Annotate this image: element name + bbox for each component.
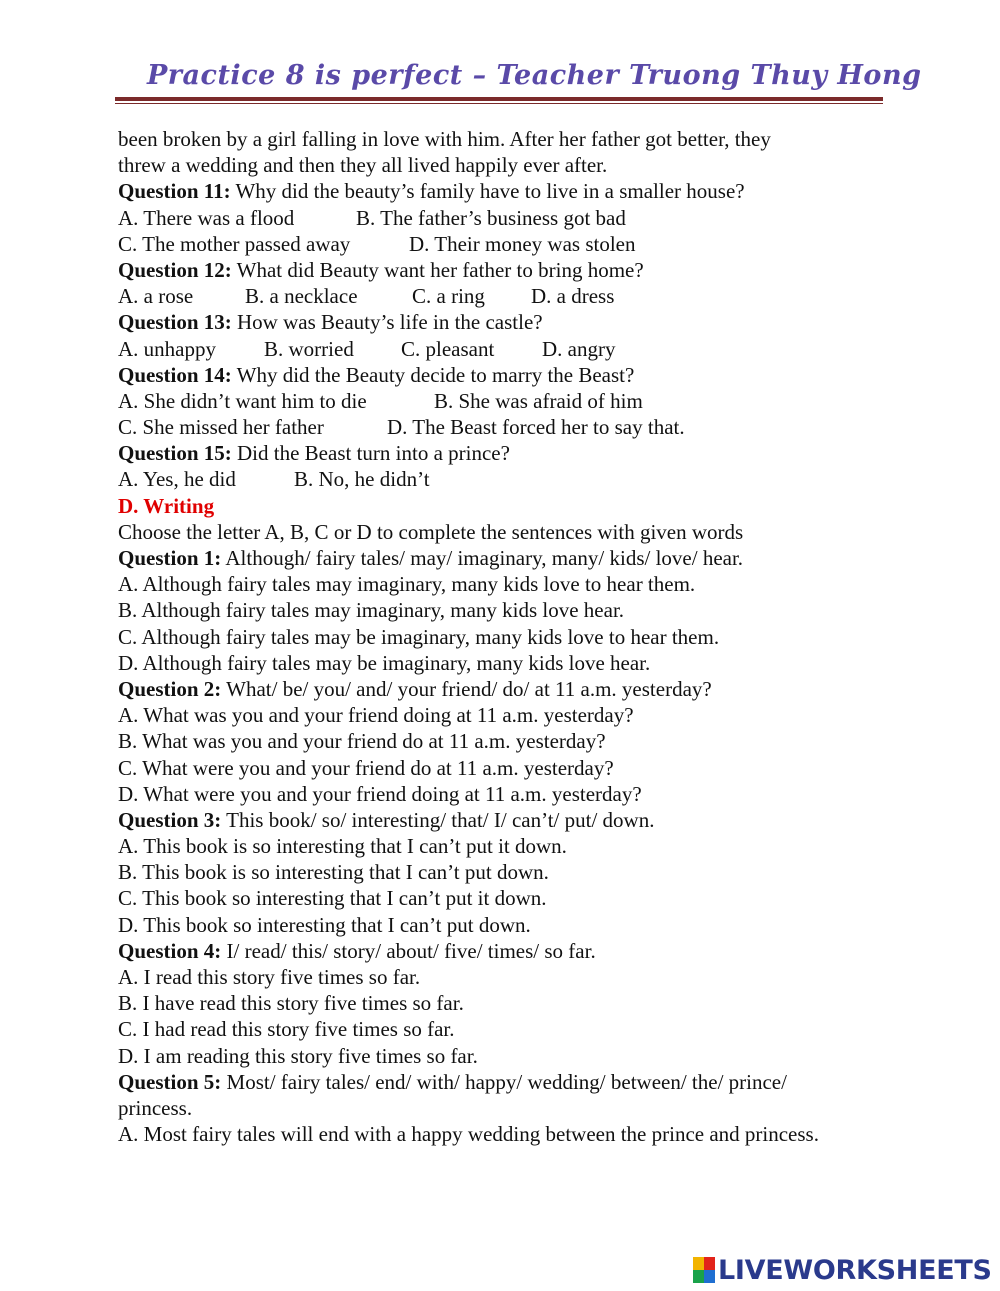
question-text: How was Beauty’s life in the castle?	[231, 310, 543, 335]
option-d[interactable]: D. angry	[542, 336, 616, 361]
section-instruction: Choose the letter A, B, C or D to complete the sentences with given words	[118, 519, 744, 544]
option-d[interactable]: D. This book so interesting that I can’t put down.	[118, 912, 531, 937]
option-d[interactable]: D. Although fairy tales may be imaginary, many kids love hear.	[118, 650, 651, 675]
option-b[interactable]: B. What was you and your friend do at 11 a.m. yesterday?	[118, 729, 606, 754]
question-13	[118, 309, 918, 335]
option-a[interactable]: A. This book is so interesting that I can’t put it down.	[118, 834, 567, 859]
question-label: Question 1:	[118, 546, 222, 570]
logo-mark-icon	[693, 1257, 715, 1283]
option-b[interactable]: B. This book is so interesting that I can’t put down.	[118, 860, 549, 885]
question-label: Question 4:	[118, 938, 222, 963]
option-c[interactable]: C. What were you and your friend do at 11 a.m. yesterday?	[118, 755, 614, 780]
option-d[interactable]: D. a dress	[531, 284, 615, 309]
header-rule	[115, 97, 883, 101]
question-label: Question 13:	[118, 310, 232, 335]
question-prompt: I/ read/ this/ story/ about/ five/ times/ so far.	[221, 938, 596, 963]
option-c[interactable]: C. I had read this story five times so far.	[118, 1017, 455, 1042]
section-heading-writing: D. Writing	[118, 493, 215, 518]
question-text: Why did the Beauty decide to marry the Beast?	[231, 362, 635, 387]
passage-line: threw a wedding and then they all lived happily ever after.	[118, 153, 608, 178]
option-d[interactable]: D. I am reading this story five times so far.	[118, 1043, 478, 1068]
option-c[interactable]: C. This book so interesting that I can’t put it down.	[118, 886, 547, 911]
option-a[interactable]: A. What was you and your friend doing at 11 a.m. yesterday?	[118, 703, 634, 728]
header-title: Practice 8 is perfect – Teacher Truong Thuy Hong	[147, 60, 922, 91]
option-b[interactable]: B. I have read this story five times so far.	[118, 991, 464, 1016]
writing-question-3	[118, 807, 918, 833]
option-c[interactable]: C. Although fairy tales may be imaginary, many kids love to hear them.	[118, 624, 720, 649]
question-label: Question 14:	[118, 362, 232, 387]
option-a[interactable]: A. I read this story five times so far.	[118, 965, 421, 989]
option-c[interactable]: C. a ring	[412, 284, 485, 309]
option-b[interactable]: B. No, he didn’t	[294, 467, 430, 492]
question-label: Question 5:	[118, 1069, 222, 1094]
option-b[interactable]: B. worried	[264, 336, 354, 361]
option-a[interactable]: A. Most fairy tales will end with a happy wedding between the prince and princess.	[118, 1122, 819, 1147]
question-14	[118, 362, 918, 388]
logo-text: LIVEWORKSHEETS	[718, 1254, 992, 1286]
question-15	[118, 440, 918, 466]
question-prompt: This book/ so/ interesting/ that/ I/ can’t/ put/ down.	[221, 807, 655, 832]
option-a[interactable]: A. a rose	[118, 284, 194, 309]
worksheet-content	[118, 126, 918, 1147]
options-row	[118, 466, 918, 492]
question-text: Why did the beauty’s family have to live in a smaller house?	[230, 179, 745, 204]
passage-line: been broken by a girl falling in love with him. After her father got better, they	[118, 127, 771, 151]
option-c[interactable]: C. The mother passed away	[118, 231, 351, 256]
option-b[interactable]: B. She was afraid of him	[434, 388, 643, 413]
option-a[interactable]: A. There was a flood	[118, 205, 295, 230]
options-row	[118, 388, 918, 414]
options-row	[118, 205, 918, 231]
option-d[interactable]: D. Their money was stolen	[409, 231, 636, 256]
question-label: Question 11:	[118, 179, 231, 204]
liveworksheets-logo	[693, 1254, 992, 1286]
question-label: Question 2:	[118, 676, 222, 701]
writing-question-2	[118, 676, 918, 702]
options-row	[118, 414, 918, 440]
option-d[interactable]: D. What were you and your friend doing at 11 a.m. yesterday?	[118, 781, 642, 806]
option-a[interactable]: A. Although fairy tales may imaginary, many kids love to hear them.	[118, 572, 696, 597]
option-a[interactable]: A. Yes, he did	[118, 467, 236, 492]
question-text: Did the Beast turn into a prince?	[231, 441, 510, 466]
option-c[interactable]: C. She missed her father	[118, 415, 324, 440]
question-prompt: Although/ fairy tales/ may/ imaginary, many/ kids/ love/ hear.	[221, 546, 744, 570]
header-rule-thin	[115, 103, 883, 104]
question-prompt: Most/ fairy tales/ end/ with/ happy/ wedding/ between/ the/ prince/	[221, 1069, 787, 1094]
options-row	[118, 231, 918, 257]
option-c[interactable]: C. pleasant	[401, 336, 495, 361]
options-row	[118, 336, 918, 362]
question-prompt-continued: princess.	[118, 1095, 193, 1120]
writing-question-1	[118, 545, 918, 571]
writing-question-5	[118, 1069, 918, 1095]
question-label: Question 15:	[118, 441, 232, 466]
question-text: What did Beauty want her father to bring home?	[231, 257, 644, 282]
writing-question-4	[118, 938, 918, 964]
option-d[interactable]: D. The Beast forced her to say that.	[387, 415, 685, 440]
option-b[interactable]: B. The father’s business got bad	[356, 205, 626, 230]
options-row	[118, 283, 918, 309]
question-12	[118, 257, 918, 283]
question-label: Question 3:	[118, 807, 222, 832]
question-prompt: What/ be/ you/ and/ your friend/ do/ at 11 a.m. yesterday?	[221, 676, 712, 701]
option-a[interactable]: A. She didn’t want him to die	[118, 388, 367, 413]
option-a[interactable]: A. unhappy	[118, 336, 216, 361]
question-label: Question 12:	[118, 257, 232, 282]
option-b[interactable]: B. a necklace	[245, 284, 358, 309]
question-11	[118, 178, 918, 204]
option-b[interactable]: B. Although fairy tales may imaginary, many kids love hear.	[118, 598, 625, 623]
